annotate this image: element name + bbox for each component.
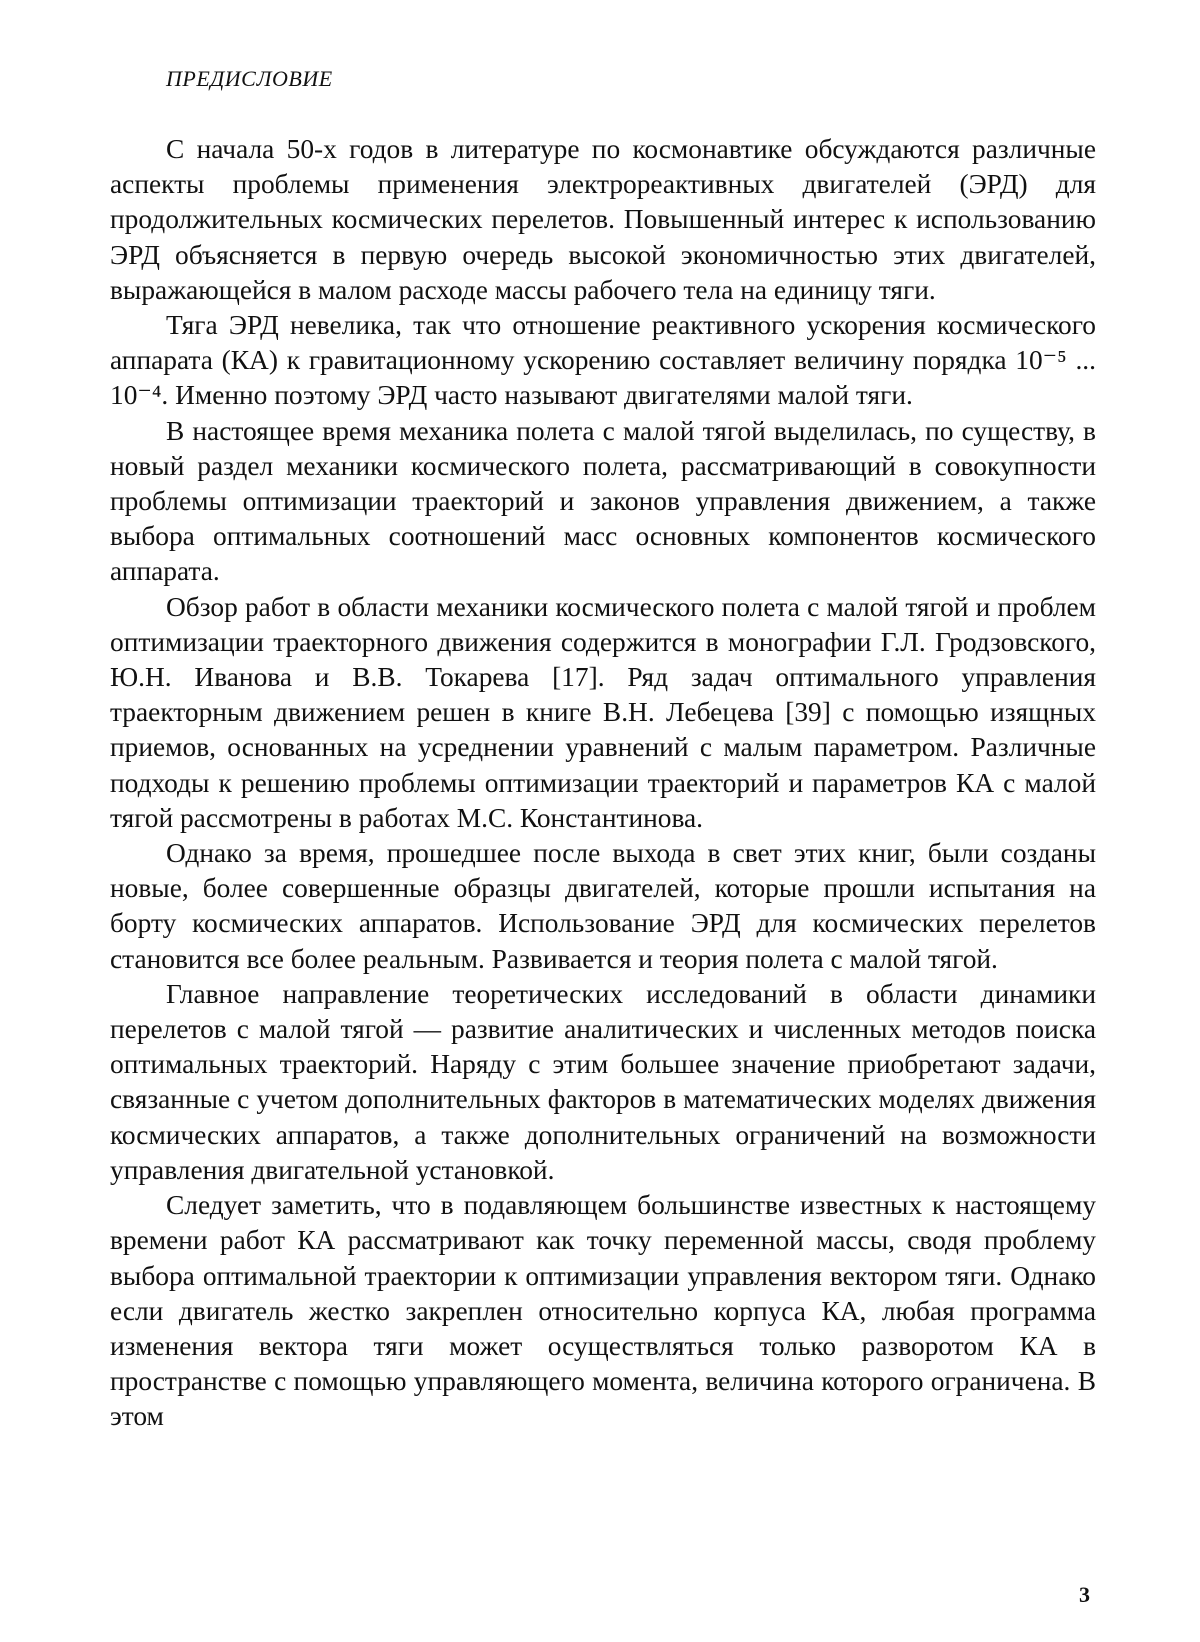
body-text (110, 132, 1096, 1435)
section-heading: ПРЕДИСЛОВИЕ (166, 66, 333, 91)
paragraph-3: В настоящее время механика полета с малой тягой выделилась, по существу, в новый раздел механики космического полета, рассматривающий в совокупности проблемы оптимизации траекторий и законов управления движением, а также выбора оптимальных соотношений масс основных компонентов космического аппарата. (110, 415, 1096, 587)
paragraph-2: Тяга ЭРД невелика, так что отношение реактивного ускорения космического аппарата (КА) к гравитационному ускорению составляет величину порядка 10⁻⁵ ... 10⁻⁴. Именно поэтому ЭРД часто называют двигателями малой тяги. (110, 310, 1096, 411)
paragraph-6: Главное направление теоретических исследований в области динамики перелетов с малой тягой — развитие аналитических и численных методов поиска оптимальных траекторий. Наряду с этим большее значение приобретают задачи, связанные с учетом дополнительных факторов в математических моделях движения космических аппаратов, а также дополнительных ограничений на возможности управления двигательной установкой. (110, 978, 1096, 1185)
paragraph-1: С начала 50-х годов в литературе по космонавтике обсуждаются различные аспекты проблемы применения электрореактивных двигателей (ЭРД) для продолжительных космических перелетов. Повышенный интерес к использованию ЭРД объясняется в первую очередь высокой экономичностью этих двигателей, выражающейся в малом расходе массы рабочего тела на единицу тяги. (110, 134, 1096, 305)
page-number: 3 (1079, 1582, 1090, 1607)
paragraph-7: Следует заметить, что в подавляющем большинстве известных к настоящему времени работ КА рассматривают как точку переменной массы, сводя проблему выбора оптимальной траектории к оптимизации управления вектором тяги. Однако если двигатель жестко закреплен относительно корпуса КА, любая программа изменения вектора тяги может осуществляться только разворотом КА в пространстве с помощью управляющего момента, величина которого ограничена. В этом (110, 1190, 1096, 1432)
paragraph-4: Обзор работ в области механики космического полета с малой тягой и проблем оптимизации траекторного движения содержится в монографии Г.Л. Гродзовского, Ю.Н. Иванова и В.В. Токарева [17]. Ряд задач оптимального управления траекторным движением решен в книге В.Н. Лебецева [39] с помощью изящных приемов, основанных на усреднении уравнений с малым параметром. Различные подходы к решению проблемы оптимизации траекторий и параметров КА с малой тягой рассмотрены в работах М.С. Константинова. (110, 591, 1096, 833)
paragraph-5: Однако за время, прошедшее после выхода в свет этих книг, были созданы новые, более совершенные образцы двигателей, которые прошли испытания на борту космических аппаратов. Использование ЭРД для космических перелетов становится все более реальным. Развивается и теория полета с малой тягой. (110, 838, 1096, 974)
